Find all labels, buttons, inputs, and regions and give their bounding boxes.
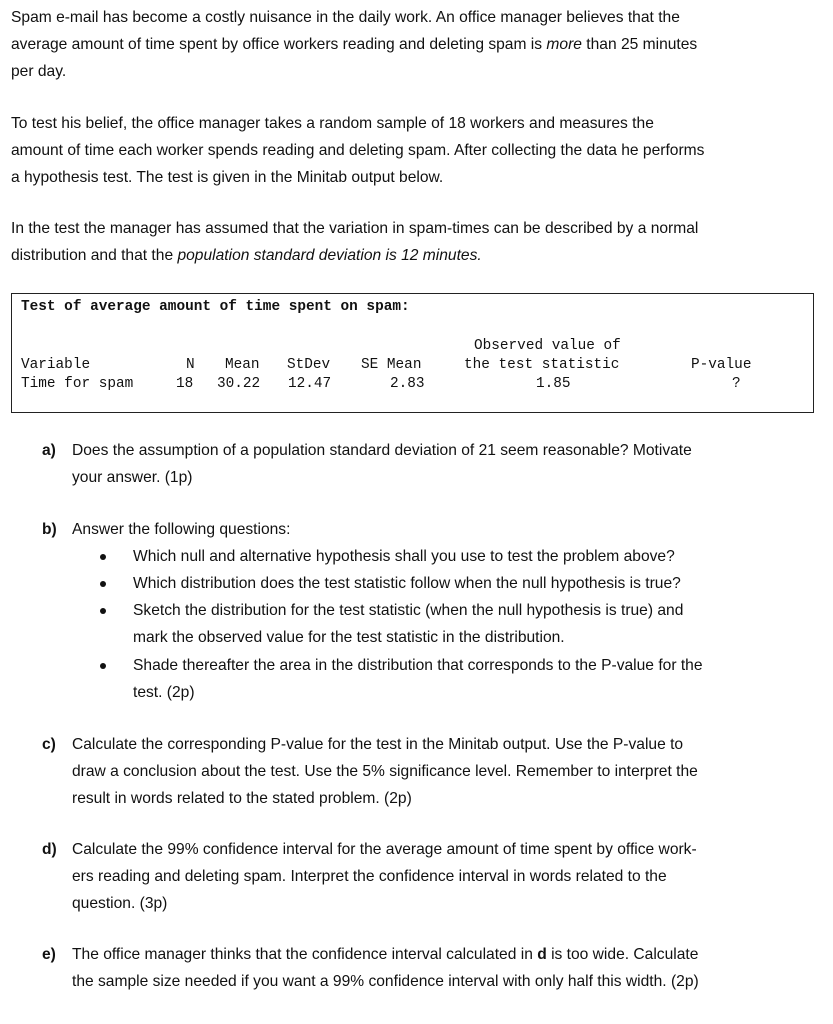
cell-variable: Time for spam bbox=[21, 376, 134, 392]
question-label: b) bbox=[42, 521, 57, 538]
question-label: d) bbox=[42, 841, 57, 858]
header-n: N bbox=[186, 357, 195, 373]
header-mean: Mean bbox=[225, 357, 260, 373]
bullet-icon bbox=[100, 554, 106, 560]
question-text: Answer the following questions: bbox=[72, 521, 291, 538]
bullet-icon bbox=[100, 581, 106, 587]
text-line: a hypothesis test. The test is given in the Minitab output below. bbox=[11, 169, 444, 186]
minitab-output-box bbox=[11, 293, 814, 413]
cell-test-statistic: 1.85 bbox=[536, 376, 571, 392]
question-label: a) bbox=[42, 442, 56, 459]
question-text: Calculate the corresponding P-value for the test in the Minitab output. Use the P-value to draw a conclusion about the test. Use the 5% significance level. Remember to interpret the result in words related to the stated problem. (2p) bbox=[72, 736, 698, 807]
bullet-item: Which null and alternative hypothesis shall you use to test the problem above? bbox=[133, 548, 675, 565]
text-line: In the test the manager has assumed that the variation in spam-times can be described by a normal bbox=[11, 220, 699, 237]
bullet-item-continued: mark the observed value for the test statistic in the distribution. bbox=[133, 629, 565, 646]
question-label: e) bbox=[42, 946, 56, 963]
header-test-statistic: the test statistic bbox=[464, 357, 620, 373]
minitab-title: Test of average amount of time spent on spam: bbox=[21, 299, 410, 315]
cell-mean: 30.22 bbox=[217, 376, 261, 392]
text-line: distribution and that the population standard deviation is 12 minutes. bbox=[11, 247, 482, 264]
question-label: c) bbox=[42, 736, 56, 753]
cell-n: 18 bbox=[176, 376, 194, 392]
bullet-item: Sketch the distribution for the test statistic (when the null hypothesis is true) and bbox=[133, 602, 684, 619]
header-p-value: P-value bbox=[691, 357, 752, 373]
bullet-item-continued: test. (2p) bbox=[133, 684, 195, 701]
cell-p-value: ? bbox=[732, 376, 741, 392]
bullet-item: Shade thereafter the area in the distribution that corresponds to the P-value for the bbox=[133, 657, 703, 674]
text-line: Spam e-mail has become a costly nuisance in the daily work. An office manager believes that the bbox=[11, 9, 680, 26]
bullet-item: Which distribution does the test statistic follow when the null hypothesis is true? bbox=[133, 575, 681, 592]
text-line: per day. bbox=[11, 63, 67, 80]
question-text: The office manager thinks that the confidence interval calculated in d is too wide. Calculate the sample size needed if you want a 99% confidence interval with only half this width. (2p) bbox=[72, 946, 699, 990]
text-line: amount of time each worker spends reading and deleting spam. After collecting the data he performs bbox=[11, 142, 705, 159]
text-line: average amount of time spent by office workers reading and deleting spam is more than 25 minutes bbox=[11, 36, 698, 53]
header-stdev: StDev bbox=[287, 357, 331, 373]
bullet-icon bbox=[100, 663, 106, 669]
question-text: Calculate the 99% confidence interval for the average amount of time spent by office work- ers reading and deleting spam. Interpret the confidence interval in words related to the question. (3p) bbox=[72, 841, 697, 912]
intro-paragraph-2 bbox=[11, 110, 816, 191]
cell-se-mean: 2.83 bbox=[390, 376, 425, 392]
header-observed-top: Observed value of bbox=[474, 338, 621, 354]
bullet-icon bbox=[100, 608, 106, 614]
header-se-mean: SE Mean bbox=[361, 357, 422, 373]
cell-stdev: 12.47 bbox=[288, 376, 332, 392]
header-variable: Variable bbox=[21, 357, 91, 373]
intro-paragraph-1 bbox=[11, 4, 816, 85]
question-text: Does the assumption of a population standard deviation of 21 seem reasonable? Motivate your answer. (1p) bbox=[72, 442, 692, 486]
text-line: To test his belief, the office manager takes a random sample of 18 workers and measures the bbox=[11, 115, 654, 132]
intro-paragraph-3 bbox=[11, 215, 816, 269]
